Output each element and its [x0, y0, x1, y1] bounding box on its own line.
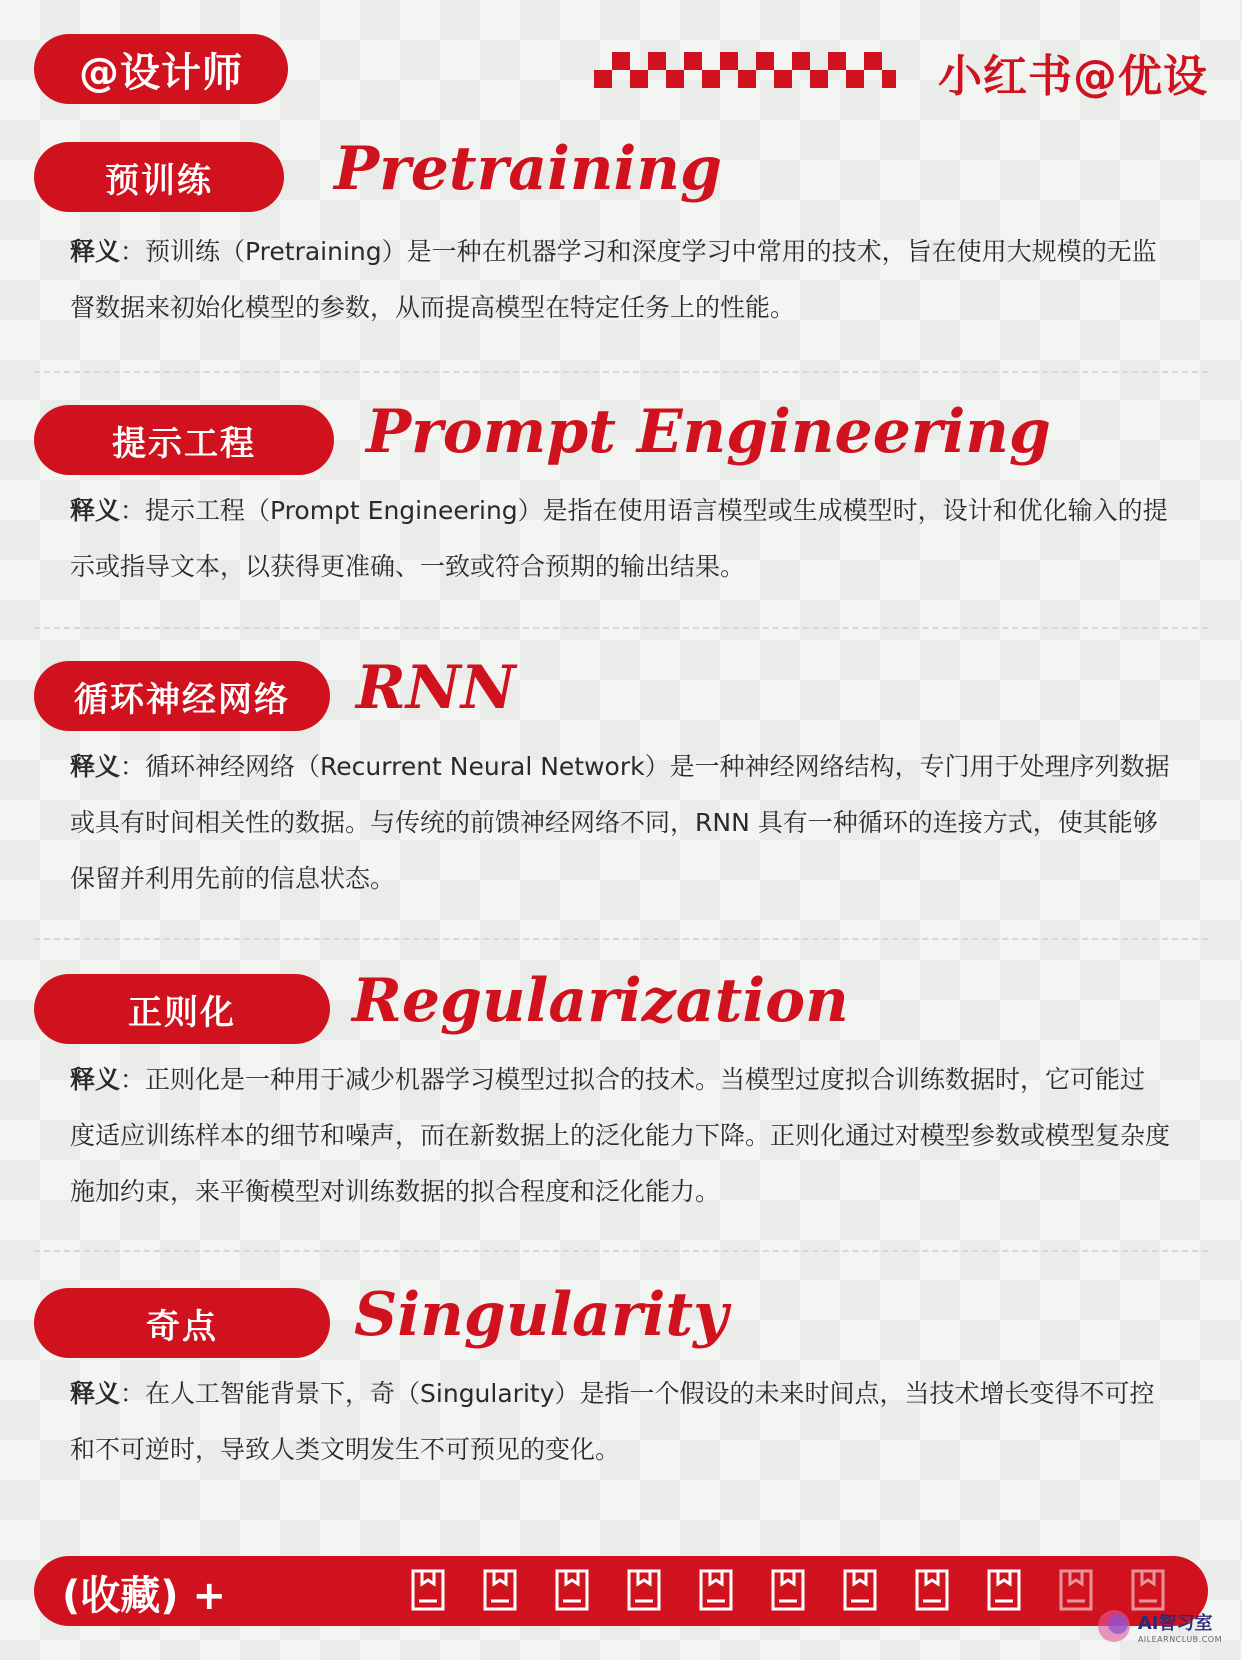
author-tag: @设计师 — [34, 34, 288, 104]
bookmark-icon — [914, 1568, 950, 1612]
term-en-title: RNN — [356, 653, 516, 723]
definition-text: 预训练（Pretraining）是一种在机器学习和深度学习中常用的技术，旨在使用大规模的无监督数据来初始化模型的参数，从而提高模型在特定任务上的性能。 — [70, 237, 1157, 322]
checker-decoration — [594, 52, 896, 88]
watermark-subtitle: AILEARNCLUB.COM — [1137, 1634, 1222, 1644]
term-zh-label: 提示工程 — [34, 405, 334, 475]
definition-text: 提示工程（Prompt Engineering）是指在使用语言模型或生成模型时，设计和优化输入的提示或指导文本，以获得更准确、一致或符合预期的输出结果。 — [70, 496, 1168, 581]
section-divider — [34, 627, 1208, 629]
bookmark-icon — [1058, 1568, 1094, 1612]
brand-title: 小红书@优设 — [938, 51, 1208, 102]
watermark-title: AI智习室 — [1137, 1612, 1213, 1634]
bookmark-icon — [986, 1568, 1022, 1612]
bookmark-icon — [554, 1568, 590, 1612]
term-en-title: Prompt Engineering — [366, 397, 1051, 467]
definition-label: 释义 — [70, 1379, 121, 1408]
definition-label: 释义 — [70, 1065, 121, 1094]
term-zh-label: 奇点 — [34, 1288, 330, 1358]
definition-text: 循环神经网络（Recurrent Neural Network）是一种神经网络结构，专门用于处理序列数据或具有时间相关性的数据。与传统的前馈神经网络不同，RNN 具有一种循环的连接方式，使其能够保留并利用先前的信息状态。 — [70, 752, 1170, 893]
term-definition: 释义：在人工智能背景下，奇（Singularity）是指一个假设的未来时间点，当技术增长变得不可控和不可逆时，导致人类文明发生不可预见的变化。 — [70, 1379, 1155, 1464]
collect-label: (收藏) + — [62, 1573, 227, 1619]
term-zh-label: 正则化 — [34, 974, 330, 1044]
term-en-title: Singularity — [354, 1280, 728, 1350]
term-zh-label: 循环神经网络 — [34, 661, 330, 731]
term-definition: 释义：循环神经网络（Recurrent Neural Network）是一种神经网络结构，专门用于处理序列数据或具有时间相关性的数据。与传统的前馈神经网络不同，RNN 具有一种循环的连接方式，使其能够保留并利用先前的信息状态。 — [70, 752, 1170, 893]
bookmark-icon — [482, 1568, 518, 1612]
definition-label: 释义 — [70, 237, 121, 266]
definition-label: 释义 — [70, 496, 121, 525]
bookmark-icon — [410, 1568, 446, 1612]
section-divider — [34, 371, 1208, 373]
bookmark-icon-row — [410, 1568, 1166, 1612]
bookmark-icon — [770, 1568, 806, 1612]
term-en-title: Regularization — [352, 966, 849, 1036]
definition-text: 在人工智能背景下，奇（Singularity）是指一个假设的未来时间点，当技术增长变得不可控和不可逆时，导致人类文明发生不可预见的变化。 — [70, 1379, 1155, 1464]
bookmark-icon — [626, 1568, 662, 1612]
watermark — [1094, 1606, 1222, 1646]
term-definition: 释义：正则化是一种用于减少机器学习模型过拟合的技术。当模型过度拟合训练数据时，它可能过度适应训练样本的细节和噪声，而在新数据上的泛化能力下降。正则化通过对模型参数或模型复杂度施加约束，来平衡模型对训练数据的拟合程度和泛化能力。 — [70, 1065, 1171, 1206]
section-divider — [34, 1250, 1208, 1252]
footer-bar — [34, 1556, 1208, 1626]
bookmark-icon — [842, 1568, 878, 1612]
definition-label: 释义 — [70, 752, 121, 781]
section-divider — [34, 938, 1208, 940]
definition-text: 正则化是一种用于减少机器学习模型过拟合的技术。当模型过度拟合训练数据时，它可能过度适应训练样本的细节和噪声，而在新数据上的泛化能力下降。正则化通过对模型参数或模型复杂度施加约束，来平衡模型对训练数据的拟合程度和泛化能力。 — [70, 1065, 1171, 1206]
term-definition: 释义：预训练（Pretraining）是一种在机器学习和深度学习中常用的技术，旨在使用大规模的无监督数据来初始化模型的参数，从而提高模型在特定任务上的性能。 — [70, 237, 1157, 322]
term-en-title: Pretraining — [334, 134, 722, 204]
term-definition: 释义：提示工程（Prompt Engineering）是指在使用语言模型或生成模型时，设计和优化输入的提示或指导文本，以获得更准确、一致或符合预期的输出结果。 — [70, 496, 1168, 581]
term-zh-label: 预训练 — [34, 142, 284, 212]
bookmark-icon — [698, 1568, 734, 1612]
watermark-logo-icon — [1094, 1606, 1134, 1646]
